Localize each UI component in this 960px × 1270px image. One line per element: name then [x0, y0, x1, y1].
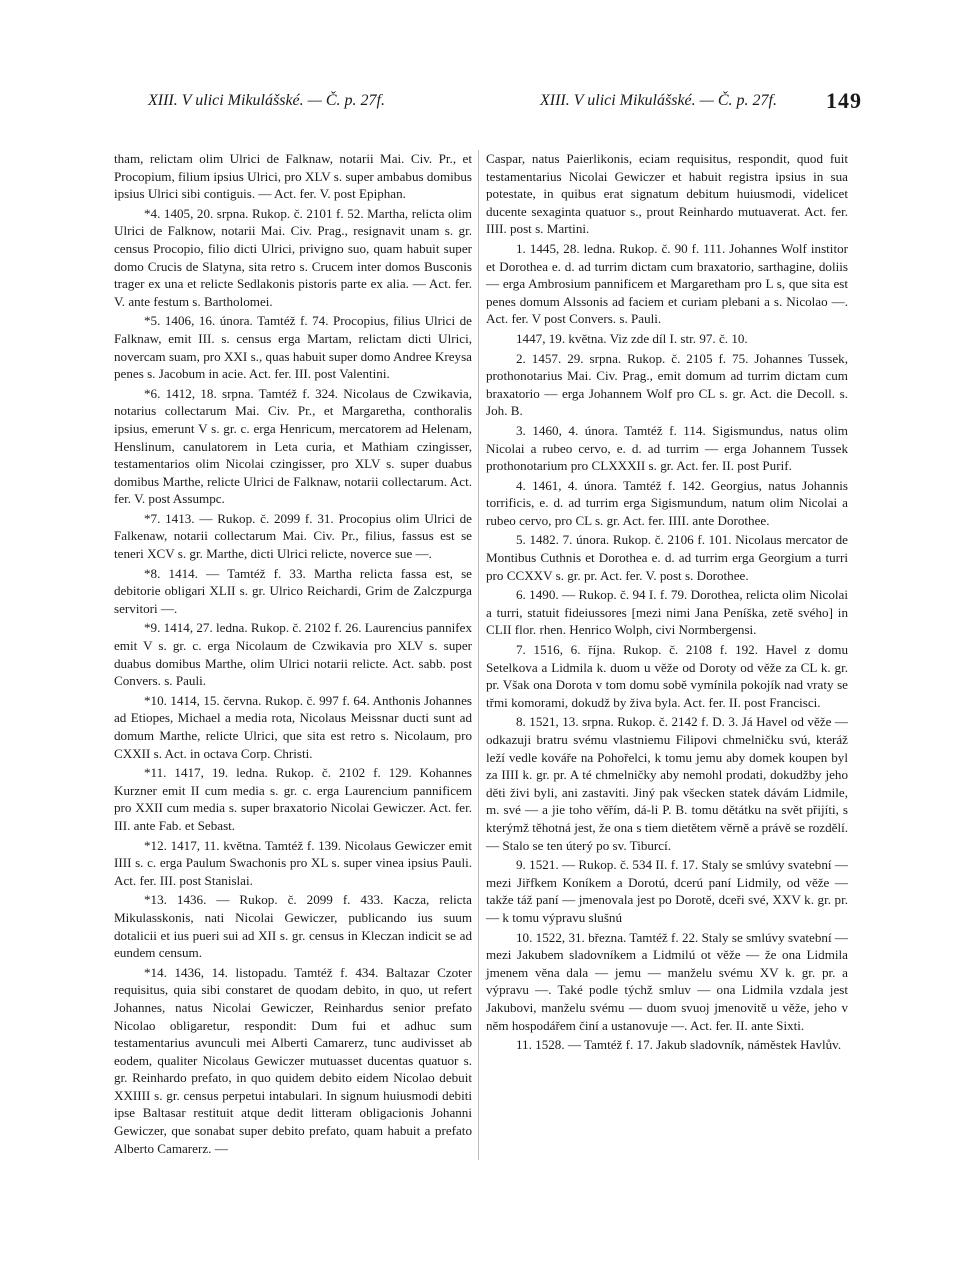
entry-paragraph: *7. 1413. — Rukop. č. 2099 f. 31. Procopius olim Ulrici de Falkenaw, notarii collectarum Mai. Civ. Pr., filius, fassus est se teneri XCV s. gr. Marthe, dicti Ulrici relicte, noverce sue —. — [114, 510, 472, 562]
entry-paragraph: tham, relictam olim Ulrici de Falknaw, notarii Mai. Civ. Pr., et Procopium, filium ipsius Ulrici, pro XLV s. super ambabus domibus ipsius Ulrici sibi contiguis. — Act. fer. V. post Epiphan. — [114, 151, 472, 202]
left-running-header: XIII. V ulici Mikulášské. — Č. p. 27f. — [148, 92, 385, 109]
right-running-header: XIII. V ulici Mikulášské. — Č. p. 27f. — [540, 92, 777, 109]
entry-paragraph: *9. 1414, 27. ledna. Rukop. č. 2102 f. 26. Laurencius pannifex emit V s. gr. c. erga Nicolaum de Czwikavia pro XLV s. super duabus domibus Marthe, olim Ulrici notarii relicte. Act. sabb. post Convers. s. Pauli. — [114, 620, 473, 689]
column-divider — [478, 150, 479, 1160]
left-text-column — [114, 150, 472, 1159]
entry-paragraph: 7. 1516, 6. října. Rukop. č. 2108 f. 192. Havel z domu Setelkova a Lidmila k. duom u věže od Doroty od věže za CL k. gr. pr. Však ona Dorota v tom domu sobě vymínila pokojík nad vraty se třmi komorami, dokudž by živa byla. Act. fer. II. post Francisci. — [486, 642, 848, 710]
page-number: 149 — [826, 88, 862, 113]
entry-paragraph: *10. 1414, 15. června. Rukop. č. 997 f. 64. Anthonis Johannes ad Etiopes, Michael a media rota, Nicolaus Meissnar ducti sunt ad domum Marthe, relicte Ulrici, que sita est retro s. Nicolaum, pro CXXII s. Act. in octava Corp. Christi. — [114, 692, 472, 761]
entry-paragraph: 11. 1528. — Tamtéž f. 17. Jakub sladovník, náměstek Havlův. — [516, 1037, 842, 1053]
entry-paragraph: 3. 1460, 4. února. Tamtéž f. 114. Sigismundus, natus olim Nicolai a rubeo cervo, e. d. ad turrim — erga Johannem Tussek prothonotarium pro CLXXXII s. gr. Act. fer. II. post Purif. — [486, 422, 848, 474]
entry-paragraph: *14. 1436, 14. listopadu. Tamtéž f. 434. Baltazar Czoter requisitus, quia sibi constaret de quodam debito, in quo, ut refert Johannes, natus Nicolai Gewiczer, Reinhardus senior prefato Nicolao obligaretur, respondit: Dum fui et adhuc sum testamentarius avunculi mei Alberti Camarerz, tunc audivisset ab eodem, qualiter Nicolaus Gewiczer mutuasset ducentas quatuor s. gr. Reinhardo prefato, in quo quidem debito eidem Nicolao debuit XXIIII s. gr. census perpetui intabulari. In signum huiusmodi debiti ipse Baltasar restituit atque dedit litteram obligacionis Johanni Gewiczer, que sonabat super debito prefato, quam habuit a prefato Alberto Camarerz. — — [114, 964, 472, 1156]
entry-paragraph: 6. 1490. — Rukop. č. 94 I. f. 79. Dorothea, relicta olim Nicolai a turri, statuit fideiussores [mezi nimi Jana Peníška, zetě svého] in CLII flor. rhen. Henrico Wolph, civi Normbergensi. — [486, 587, 848, 638]
entry-paragraph: 10. 1522, 31. března. Tamtéž f. 22. Staly se smlúvy svatební — mezi Jakubem sladovníkem a Lidmilú ot věže — že ona Lidmila jmenem věna dala — jemu — manželu svému XV k. gr. pr. a výpravu —. Také podle týchž smluv — ona Lidmila vzdala jest Jakubovi, manželu svému — duom svuoj jmenovitě u věže, jeho v něm hospodářem činí a ustanovuje —. Act. fer. II. ante Sixti. — [486, 929, 848, 1033]
entry-paragraph: 4. 1461, 4. února. Tamtéž f. 142. Georgius, natus Johannis torrificis, e. d. ad turrim erga Sigismundum, natum olim Nicolai a rubeo cervo, pro CL s. gr. Act. fer. IIII. ante Dorothee. — [486, 477, 848, 528]
entry-paragraph: 1447, 19. května. Viz zde díl I. str. 97. č. 10. — [516, 330, 748, 346]
entry-paragraph: 1. 1445, 28. ledna. Rukop. č. 90 f. 111. Johannes Wolf institor et Dorothea e. d. ad turrim dictam cum braxatorio, sarthagine, doliis — erga Ambrosium pannificem et Margaretham pro L s, que sita est penes domum Alssonis ad faciem et curiam plebani a s. Nicolao —. Act. fer. V post Convers. s. Pauli. — [486, 240, 848, 327]
entry-paragraph: *11. 1417, 19. ledna. Rukop. č. 2102 f. 129. Kohannes Kurzner emit II cum media s. gr. c. erga Laurencium pannificem pro XXII cum media s. super braxatorio Nicolai Gewiczer. Act. fer. III. ante Fab. et Sebast. — [114, 765, 472, 833]
entry-paragraph: *13. 1436. — Rukop. č. 2099 f. 433. Kacza, relicta Mikulasskonis, nati Nicolai Gewiczer, publicando ius suum dotalicii et ius pueri sui ad XII s. gr. census in Kleczan indicit se ad eundem censum. — [114, 892, 472, 961]
entry-paragraph: 5. 1482. 7. února. Rukop. č. 2106 f. 101. Nicolaus mercator de Montibus Cuthnis et Dorothea e. d. ad turrim erga Georgium a turri pro CCXXV s. gr. pr. Act. fer. V. post s. Dorothee. — [486, 532, 848, 583]
entry-paragraph: 2. 1457. 29. srpna. Rukop. č. 2105 f. 75. Johannes Tussek, prothonotarius Mai. Civ. Prag., emit domum ad turrim dictam cum braxatorio — erga Johannem Wolf pro CL s. gr. Act. die Decoll. s. Joh. B. — [486, 350, 848, 419]
entry-paragraph: 8. 1521, 13. srpna. Rukop. č. 2142 f. D. 3. Já Havel od věže — odkazuji bratru svému vlastniemu Filipovi chmelničku svú, kteráž leží vedle kováře na Pohořelci, k tomu jemu aby domek koupen byl za IIII k. gr. pr. A té chmelničky aby nemohl prodati, dokudžby jeho děti živi byli, ani zastaviti. Jiný pak všecken statek dávám Lidmile, m. své — a jie toho věřím, dá-li P. B. tomu dětátku na svět přijíti, s kterýmž těhotná jest, že ona s tiem dietětem věrně a právě se rozdělí. — Stalo se ten úterý po sv. Tiburcí. — [486, 714, 848, 853]
entry-paragraph: *6. 1412, 18. srpna. Tamtéž f. 324. Nicolaus de Czwikavia, notarius collectarum Mai. Civ. Pr., et Margaretha, conthoralis ipsius, emerunt V s. gr. c. erga Henricum, mercatorem ad Helenam, Henslinum, canulatorem in Leta curia, et Mathiam czingisser, testamentarios olim Nicolai czingisser, pro XLV s. super duabus domibus Marthe, relicte Ulrici de Falknaw, notarii collectarum. Act. fer. V. post Assumpc. — [114, 385, 472, 507]
right-text-column — [486, 150, 848, 1056]
entry-paragraph: Caspar, natus Paierlikonis, eciam requisitus, respondit, quod fuit testamentarius Nicolai Gewiczer et habuit registra ipsius in sua potestate, in quibus erat signatum debitum huiusmodi, videlicet ducente sexaginta quatuor s., prout Reinhardo mutuaverat. Act. fer. IIII. post s. Martini. — [486, 151, 848, 237]
entry-paragraph: *12. 1417, 11. května. Tamtéž f. 139. Nicolaus Gewiczer emit IIII s. c. erga Paulum Swachonis pro XL s. super vinea ipsius Pauli. Act. fer. III. post Stanislai. — [114, 837, 472, 888]
entry-paragraph: 9. 1521. — Rukop. č. 534 II. f. 17. Staly se smlúvy svatební — mezi Jiřfkem Koníkem a Dorotú, dcerú paní Lidmily, od věže — takže táž paní — jmenovala jest po Dorotě, dceři své, XXV k. gr. pr. — k tomu výpravu slušnú — [486, 857, 848, 925]
entry-paragraph: *5. 1406, 16. února. Tamtéž f. 74. Procopius, filius Ulrici de Falknaw, emit III. s. census erga Martam, relictam dicti Ulrici, novercam suam, pro XXI s., quas habuit super domo Andree Kreysa penes s. Jacobum in acie. Act. fer. III. post Valentini. — [114, 313, 472, 382]
entry-paragraph: *8. 1414. — Tamtéž f. 33. Martha relicta fassa est, se debitorie obligari XLII s. gr. Ulrico Reichardi, Grim de Zalczpurga servitori —. — [114, 565, 472, 616]
entry-paragraph: *4. 1405, 20. srpna. Rukop. č. 2101 f. 52. Martha, relicta olim Ulrici de Falknow, notarii Mai. Civ. Prag., resignavit unam s. gr. census Procopio, filio dicti Ulrici, privigno suo, quam habuit super domo Crucis de Slatyna, sita retro s. Crucem inter domos Busconis trager ex una et relicte Sedlakonis pistoris parte ex alia. — Act. fer. V. ante festum s. Bartholomei. — [114, 205, 472, 309]
